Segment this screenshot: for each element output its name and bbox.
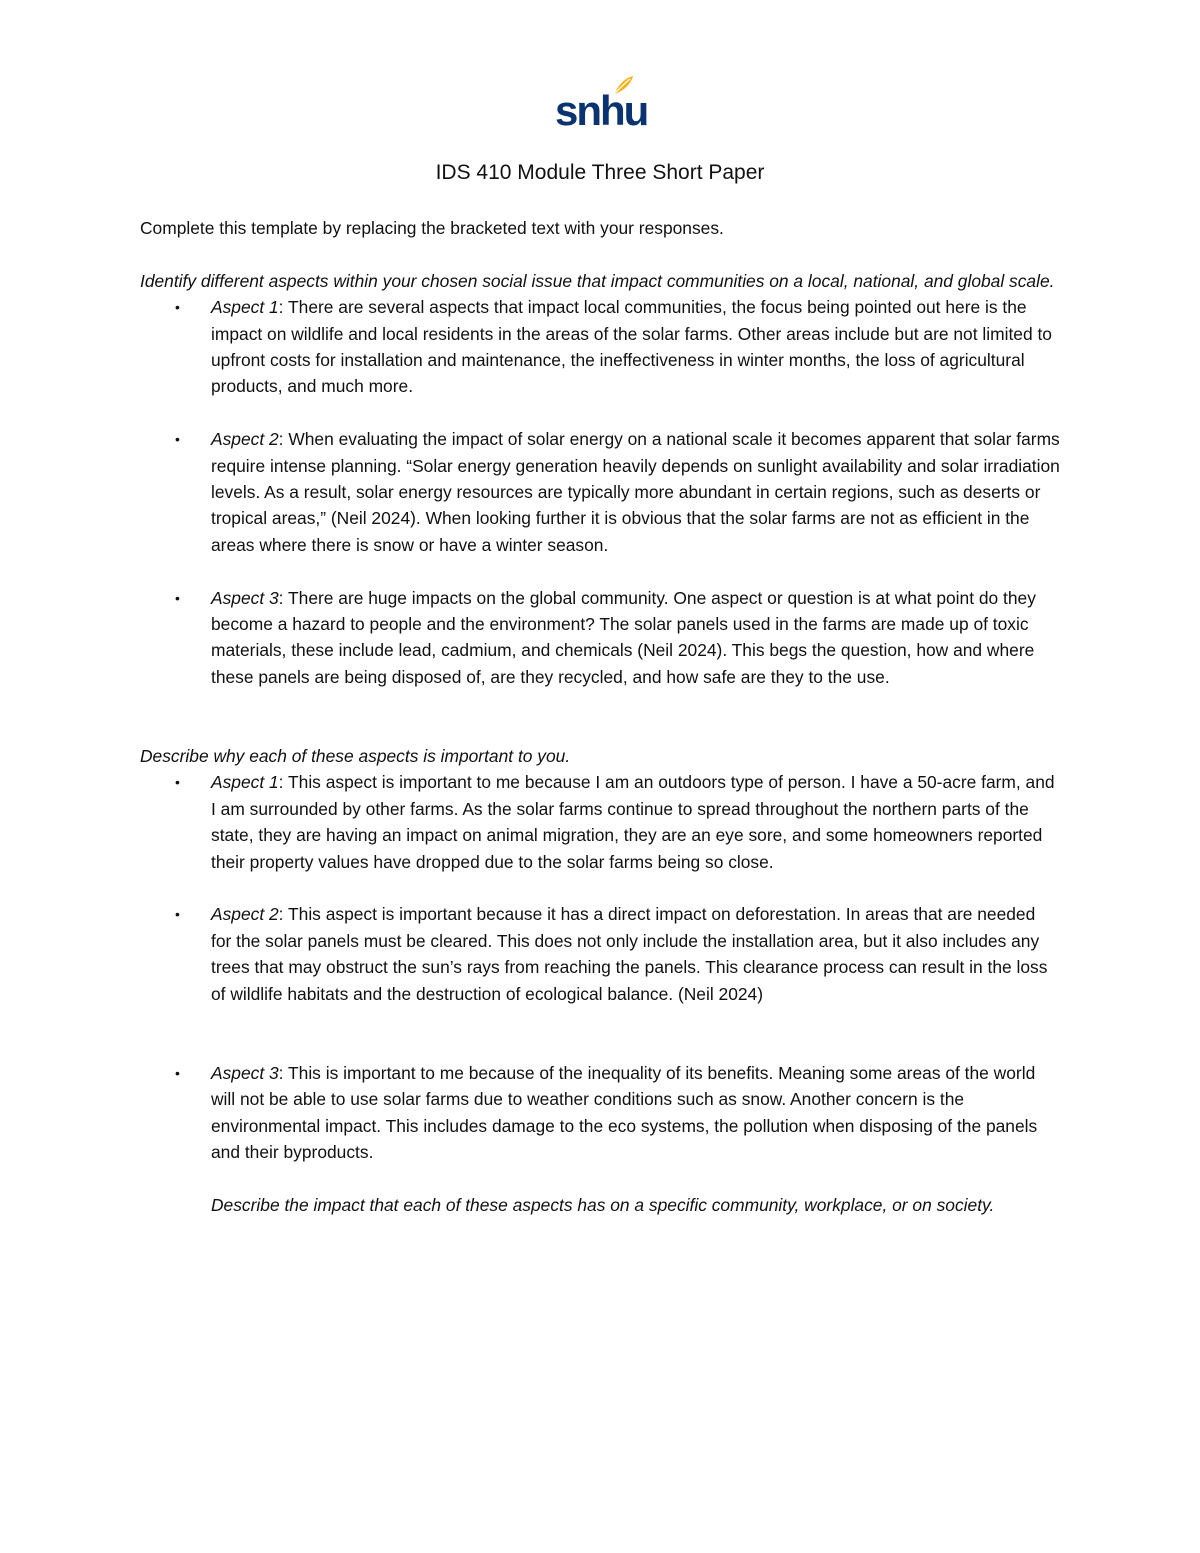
section1-prompt: Identify different aspects within your chosen social issue that impact communities on a local, national, and global scale. bbox=[140, 270, 1055, 291]
aspect-label: Aspect 2 bbox=[211, 904, 279, 925]
aspect-text: : There are several aspects that impact local communities, the focus being pointed out here is the impact on wildlife and local residents in the areas of the solar farms. Other areas include but are not limited to upfront costs for installation and maintenance, the ineffectiveness in winter months, the loss of agricultural products, and much more. bbox=[211, 297, 1052, 397]
spacer bbox=[140, 400, 1060, 426]
section1-list bbox=[140, 294, 1060, 690]
aspect-text: : There are huge impacts on the global community. One aspect or question is at what point do they become a hazard to people and the environment? The solar panels used in the farms are made up of toxic materials, these include lead, cadmium, and chemicals (Neil 2024). This begs the question, how and where these panels are being disposed of, are they recycled, and how safe are they to the use. bbox=[211, 587, 1036, 687]
spacer bbox=[140, 690, 1060, 743]
aspect-text: : This aspect is important because it has a direct impact on deforestation. In areas that are needed for the solar panels must be cleared. This does not only include the installation area, but it also includes any trees that may obstruct the sun’s rays from reaching the panels. This clearance process can result in the loss of wildlife habitats and the destruction of ecological balance. (Neil 2024) bbox=[211, 904, 1048, 1004]
aspect-label: Aspect 1 bbox=[211, 772, 279, 793]
list-item bbox=[140, 294, 1060, 400]
section2-prompt: Describe why each of these aspects is important to you. bbox=[140, 746, 571, 767]
list-item bbox=[140, 901, 1060, 1007]
section2-list bbox=[140, 769, 1060, 1165]
list-item bbox=[140, 769, 1060, 875]
aspect-text: : This aspect is important to me because I am an outdoors type of person. I have a 50-acre farm, and I am surrounded by other farms. As the solar farms continue to spread throughout the northern parts of the state, they are having an impact on animal migration, they are an eye sore, and some homeowners reported their property values have dropped due to the solar farms being so close. bbox=[211, 772, 1055, 872]
list-item bbox=[140, 585, 1060, 691]
aspect-text: : When evaluating the impact of solar energy on a national scale it becomes apparent that solar farms require intense planning. “Solar energy generation heavily depends on sunlight availability and solar irradiation levels. As a result, solar energy resources are typically more abundant in certain regions, such as deserts or tropical areas,” (Neil 2024). When looking further it is obvious that the solar farms are not as efficient in the areas where there is snow or have a winter season. bbox=[211, 429, 1060, 555]
intro-text: Complete this template by replacing the bracketed text with your responses. bbox=[140, 218, 724, 238]
spacer bbox=[140, 1007, 1060, 1060]
list-item bbox=[140, 426, 1060, 558]
bullet-icon: • bbox=[175, 299, 180, 316]
spacer bbox=[140, 1166, 1060, 1192]
page-title: IDS 410 Module Three Short Paper bbox=[435, 161, 765, 184]
logo-wordmark: snhu bbox=[555, 87, 648, 134]
aspect-label: Aspect 2 bbox=[211, 429, 279, 450]
document-body bbox=[140, 215, 1060, 1218]
bullet-icon: • bbox=[175, 774, 180, 791]
spacer bbox=[140, 558, 1060, 584]
list-item bbox=[140, 1060, 1060, 1166]
bullet-icon: • bbox=[175, 589, 180, 606]
bullet-icon: • bbox=[175, 906, 180, 923]
spacer bbox=[140, 875, 1060, 901]
aspect-text: : This is important to me because of the inequality of its benefits. Meaning some areas of the world will not be able to use solar farms due to weather conditions such as snow. Another concern is the environmental impact. This includes damage to the eco systems, the pollution when disposing of the panels and their byproducts. bbox=[211, 1062, 1038, 1163]
aspect-label: Aspect 3 bbox=[211, 1062, 279, 1083]
aspect-label: Aspect 3 bbox=[211, 587, 279, 608]
bullet-icon: • bbox=[175, 431, 180, 448]
snhu-logo bbox=[553, 74, 648, 134]
aspect-label: Aspect 1 bbox=[211, 297, 279, 318]
bullet-icon: • bbox=[175, 1064, 180, 1081]
section3-prompt: Describe the impact that each of these aspects has on a specific community, workplace, or on society. bbox=[211, 1194, 995, 1215]
